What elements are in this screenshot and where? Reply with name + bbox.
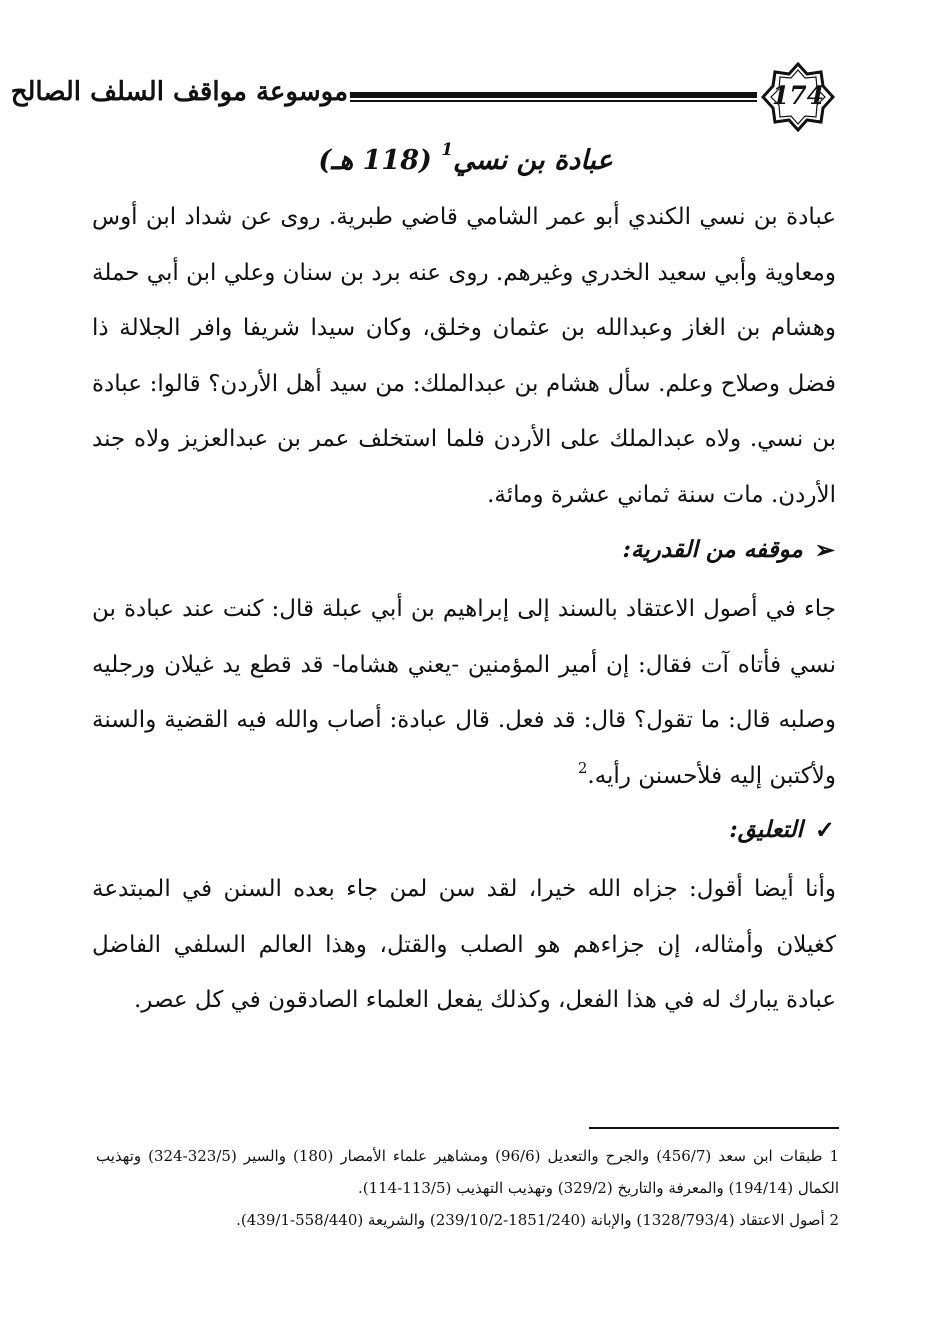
footnote-ref-2: 2 [577,758,588,777]
footnote-ref-1: 1 [441,140,454,160]
header-rule [350,92,757,104]
comment-paragraph: وأنا أيضا أقول: جزاه الله خيرا، لقد سن لمن جاء بعده السنن في المبتدعة كغيلان وأمثاله، إن جزاءهم هو الصلب والقتل، وهذا العالم السلفي الفاضل عبادة يبارك له في هذا الفعل، وكذلك يفعل العلماء الصادقون في كل عصر. [92,876,836,1013]
biography-paragraph: عبادة بن نسي الكندي أبو عمر الشامي قاضي طبرية. روى عن شداد ابن أوس ومعاوية وأبي سعيد الخدري وغيرهم. روى عنه برد بن سنان وعلي ابن أبي حملة وهشام بن الغاز وعبدالله بن عثمان وخلق، وكان سيدا شريفا وافر الجلالة ذا فضل وصلاح وعلم. سأل هشام بن عبدالملك: من سيد أهل الأردن؟ قالوا: عبادة بن نسي. ولاه عبدالملك على الأردن فلما استخلف عمر بن عبدالعزيز ولاه جند الأردن. مات سنة ثماني عشرة ومائة. [92,204,836,508]
footnotes [96,1140,839,1236]
page-number: 174 [771,81,825,110]
series-title: موسوعة مواقف السلف الصالح [10,77,348,107]
stance-heading [622,530,835,570]
footnote-2: 2 أصول الاعتقاد (1328/793/4) والإبانة (1851/240-239/10/2) والشريعة (558/440-439/1). [236,1211,839,1229]
checkmark-icon: ✓ [814,815,835,844]
stance-text: جاء في أصول الاعتقاد بالسند إلى إبراهيم بن أبي عبلة قال: كنت عند عبادة بن نسي فأتاه آت فقال: إن أمير المؤمنين -يعني هشاما- قد قطع يد غيلان ورجليه وصلبه قال: ما تقول؟ قال: قد فعل. قال عبادة: أصاب والله فيه القضية والسنة ولأكتبن إليه فلأحسنن رأيه. [92,596,836,789]
stance-heading-text: موقفه من القدرية: [622,536,803,563]
running-header [10,62,835,132]
arrowhead-icon: ➢ [814,535,835,564]
comment-heading [729,810,835,850]
page-number-badge [761,62,835,132]
entry-title [0,136,931,186]
footnote-separator [589,1127,839,1129]
comment-heading-text: التعليق: [729,816,803,843]
entry-title-name: عبادة بن نسي [453,145,613,176]
entry-title-date: (118 هـ) [318,145,432,176]
footnote-1: 1 طبقات ابن سعد (456/7) والجرح والتعديل (96/6) ومشاهير علماء الأمصار (180) والسير (323/5-324) وتهذيب الكمال (194/14) والمعرفة والتاريخ (329/2) وتهذيب التهذيب (113/5-114). [96,1147,840,1197]
stance-paragraph [92,582,836,804]
